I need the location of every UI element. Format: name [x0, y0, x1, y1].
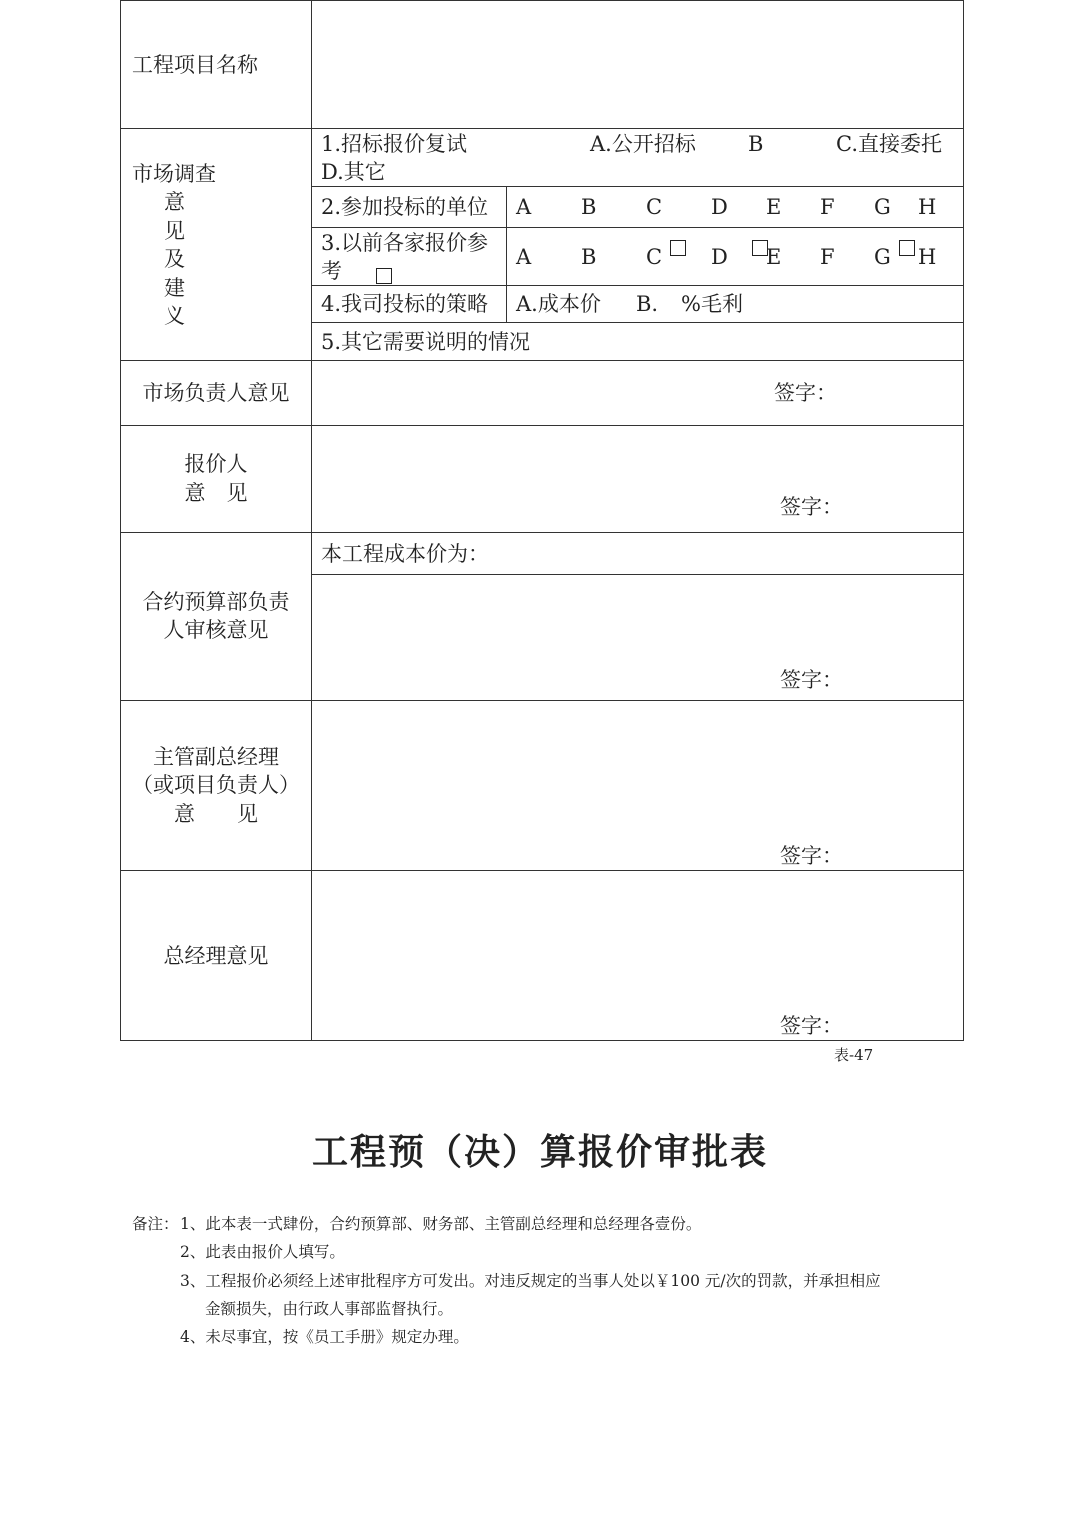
q2-option[interactable]: C: [646, 195, 663, 219]
q2-option[interactable]: E: [766, 195, 782, 219]
q3-option[interactable]: F: [820, 245, 835, 269]
quoter-label: 报价人: [184, 452, 248, 476]
row-divider: [311, 227, 963, 228]
q3-option[interactable]: C: [646, 245, 663, 269]
q2-option[interactable]: B: [581, 195, 597, 219]
market-survey-label: 市场调查: [132, 162, 216, 186]
row-divider: [121, 532, 963, 533]
row-divider: [121, 700, 963, 701]
market-survey-label-char: 义: [164, 304, 185, 328]
page-title: 工程预（决）算报价审批表: [311, 1132, 768, 1173]
budget-dept-label: 合约预算部负责: [142, 590, 290, 614]
q2-option[interactable]: H: [918, 195, 937, 219]
budget-dept-label-line2: 人审核意见: [163, 618, 269, 642]
q1-label: 1.招标报价复试: [321, 132, 468, 156]
q1-option-c[interactable]: C.直接委托: [836, 132, 942, 156]
note-item-continued: 金额损失，由行政人事部监督执行。: [205, 1300, 454, 1318]
vice-gm-label-line3: 意 见: [174, 802, 258, 826]
sign-label: 签字：: [774, 381, 837, 405]
checkbox-icon[interactable]: [670, 240, 686, 256]
cost-price-label: 本工程成本价为：: [321, 542, 489, 566]
market-head-label: 市场负责人意见: [142, 381, 290, 405]
gm-label: 总经理意见: [163, 944, 269, 968]
q1-option-a[interactable]: A.公开招标: [590, 132, 696, 156]
project-name-field[interactable]: [313, 3, 961, 126]
sign-label: 签字：: [780, 495, 843, 519]
market-head-opinion-field[interactable]: [313, 362, 961, 424]
q2-option[interactable]: A: [516, 195, 532, 219]
q2-option[interactable]: D: [711, 195, 728, 219]
q1-option-b[interactable]: B: [748, 132, 764, 156]
note-item: 3、工程报价必须经上述审批程序方可发出。对违反规定的当事人处以￥100 元/次的罚款，并承担相应: [180, 1272, 881, 1290]
q3-option[interactable]: H: [918, 245, 937, 269]
question-divider: [506, 186, 507, 322]
q1-option-d[interactable]: D.其它: [321, 160, 386, 184]
gm-opinion-field[interactable]: [313, 872, 961, 1038]
sign-label: 签字：: [780, 668, 843, 692]
note-item: 4、未尽事宜，按《员工手册》规定办理。: [180, 1328, 469, 1346]
q4-option-a[interactable]: A.成本价: [516, 292, 601, 316]
q3-label: 3.以前各家报价参: [321, 231, 489, 255]
q3-option[interactable]: E: [766, 245, 782, 269]
project-name-label: 工程项目名称: [132, 53, 258, 77]
q3-option[interactable]: G: [874, 245, 891, 269]
notes-prefix: 备注：: [132, 1215, 179, 1233]
q4-label: 4.我司投标的策略: [321, 292, 489, 316]
q4-option-b[interactable]: B.: [636, 292, 659, 316]
market-survey-label-char: 意: [164, 190, 185, 214]
sign-label: 签字：: [780, 1014, 843, 1038]
note-item: 1、此本表一式肆份，合约预算部、财务部、主管副总经理和总经理各壹份。: [180, 1215, 702, 1233]
row-divider: [121, 128, 963, 129]
q5-label: 5.其它需要说明的情况: [321, 330, 531, 354]
form-number: 表-47: [834, 1046, 874, 1064]
row-divider: [121, 360, 963, 361]
q3-label-line2: 考: [321, 259, 342, 283]
note-item: 2、此表由报价人填写。: [180, 1243, 345, 1261]
vice-gm-label-line2: （或项目负责人）: [132, 773, 300, 797]
vice-gm-opinion-field[interactable]: [313, 702, 961, 868]
q2-option[interactable]: F: [820, 195, 835, 219]
q2-label: 2.参加投标的单位: [321, 195, 489, 219]
row-divider: [311, 322, 963, 323]
q3-option[interactable]: B: [581, 245, 597, 269]
quoter-opinion-field[interactable]: [313, 427, 961, 531]
row-divider: [121, 425, 963, 426]
sign-label: 签字：: [780, 844, 843, 868]
market-survey-label-char: 及: [164, 247, 185, 271]
budget-dept-opinion-field[interactable]: [313, 576, 961, 698]
row-divider: [311, 285, 963, 286]
q3-option[interactable]: A: [516, 245, 532, 269]
approval-form-table: [120, 0, 964, 1041]
market-survey-label-char: 建: [164, 276, 185, 300]
row-divider: [311, 574, 963, 575]
checkbox-icon[interactable]: [899, 240, 915, 256]
vice-gm-label: 主管副总经理: [153, 745, 279, 769]
quoter-label-line2: 意 见: [184, 481, 248, 505]
row-divider: [121, 870, 963, 871]
q4-option-b-suffix: %毛利: [681, 292, 743, 316]
q2-option[interactable]: G: [874, 195, 891, 219]
q3-option[interactable]: D: [711, 245, 728, 269]
checkbox-icon[interactable]: [376, 268, 392, 284]
column-divider: [311, 1, 312, 1040]
market-survey-label-char: 见: [164, 219, 185, 243]
row-divider: [311, 186, 963, 187]
